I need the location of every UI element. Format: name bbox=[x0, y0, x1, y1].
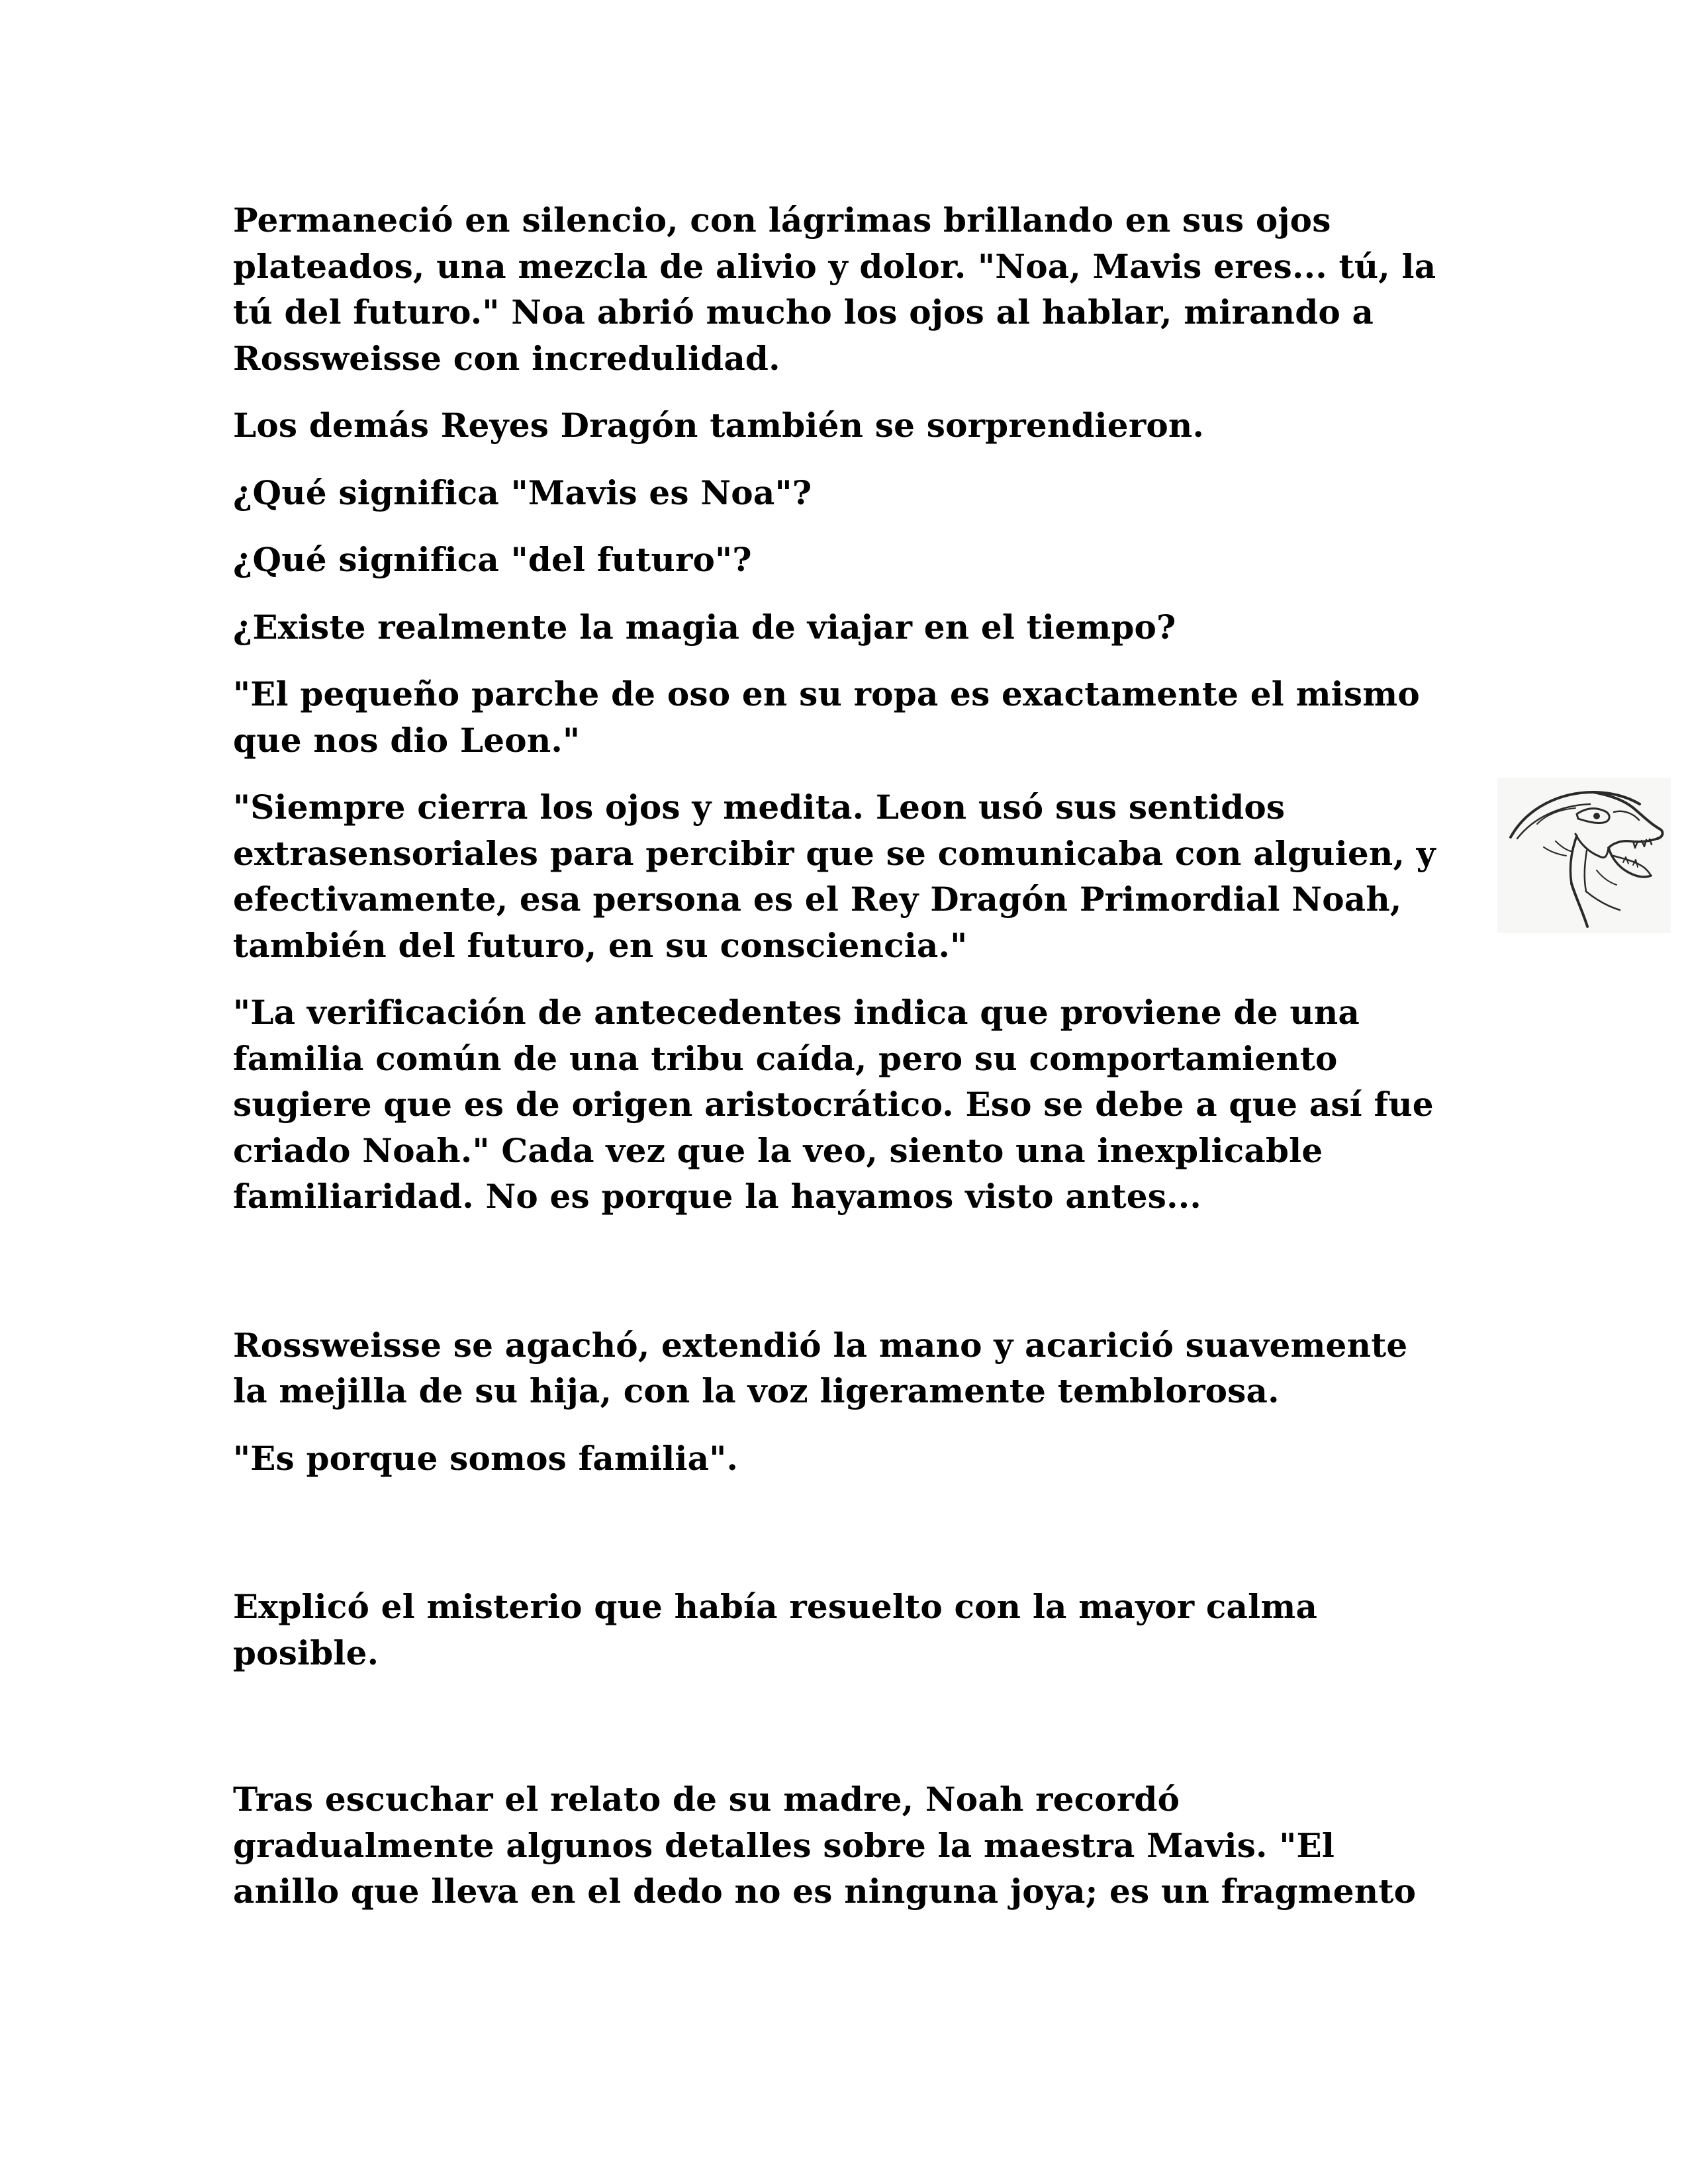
paragraph-1: Permaneció en silencio, con lágrimas brillando en sus ojos plateados, una mezcla de alivio y dolor. "Noa, Mavis eres... tú, la tú del futuro." Noa abrió mucho los ojos al hablar, mirando a Rossweisse con incredulidad. bbox=[233, 201, 1436, 378]
document-body bbox=[233, 197, 1451, 1936]
paragraph-11: Explicó el misterio que había resuelto con la mayor calma posible. bbox=[233, 1587, 1318, 1672]
paragraph-9: Rossweisse se agachó, extendió la mano y acarició suavemente la mejilla de su hija, con la voz ligeramente temblorosa. bbox=[233, 1325, 1408, 1410]
paragraph-3: ¿Qué significa "Mavis es Noa"? bbox=[233, 473, 812, 512]
paragraph-2: Los demás Reyes Dragón también se sorprendieron. bbox=[233, 406, 1205, 445]
paragraph-12: Tras escuchar el relato de su madre, Noah recordó gradualmente algunos detalles sobre la maestra Mavis. "El anillo que lleva en el dedo no es ninguna joya; es un fragmento bbox=[233, 1780, 1417, 1911]
paragraph-6: "El pequeño parche de oso en su ropa es exactamente el mismo que nos dio Leon." bbox=[233, 674, 1420, 760]
paragraph-4: ¿Qué significa "del futuro"? bbox=[233, 540, 752, 579]
paragraph-5: ¿Existe realmente la magia de viajar en el tiempo? bbox=[233, 607, 1176, 647]
paragraph-10: "Es porque somos familia". bbox=[233, 1438, 739, 1478]
paragraph-7: "Siempre cierra los ojos y medita. Leon usó sus sentidos extrasensoriales para percibir que se comunicaba con alguien, y efectivamente, esa persona es el Rey Dragón Primordial Noah, también del futuro, en su consciencia." bbox=[233, 788, 1436, 965]
paragraph-8: "La verificación de antecedentes indica que proviene de una familia común de una tribu caída, pero su comportamiento sugiere que es de origen aristocrático. Eso se debe a que así fue criado Noah." Cada vez que la veo, siento una inexplicable familiaridad. No es porque la hayamos visto antes... bbox=[233, 993, 1434, 1216]
dragon-head-sketch-icon bbox=[1497, 778, 1671, 933]
